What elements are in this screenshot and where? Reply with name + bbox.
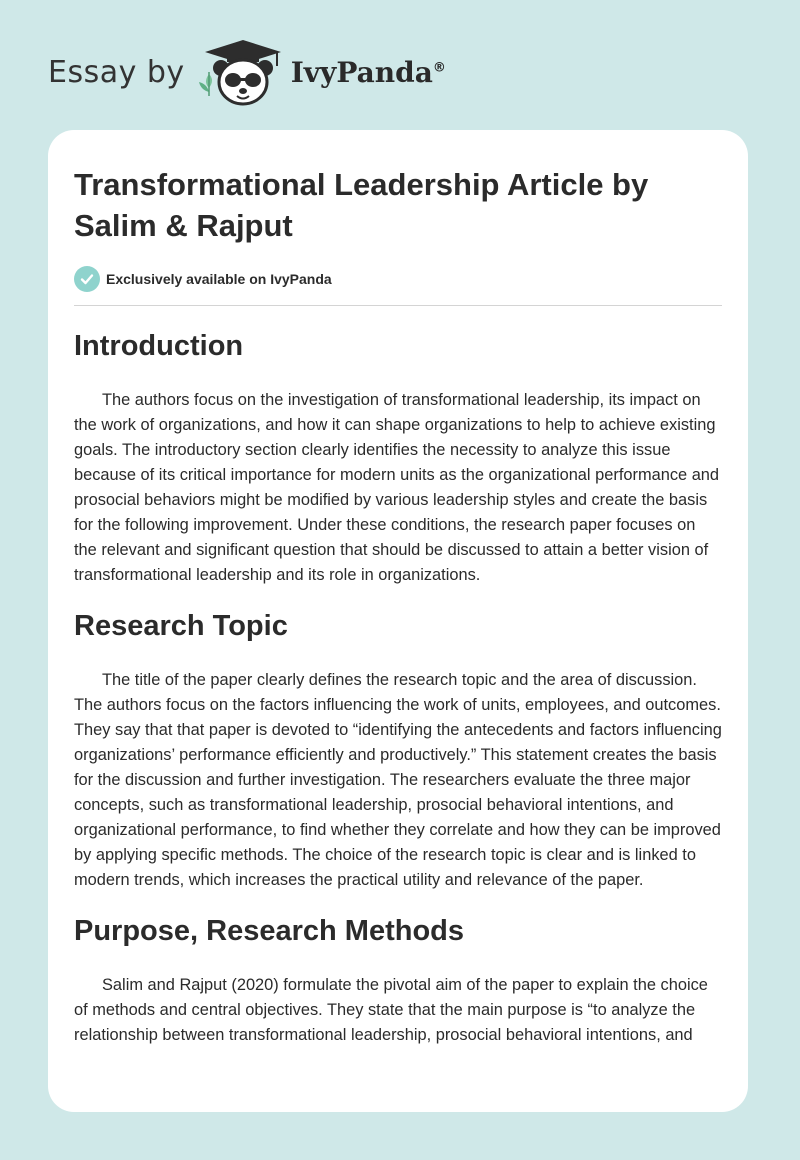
panda-graduate-icon (197, 36, 289, 108)
badge-label: Exclusively available on IvyPanda (106, 271, 332, 287)
check-icon (74, 266, 100, 292)
site-header (48, 36, 446, 108)
section-paragraph-purpose-methods: Salim and Rajput (2020) formulate the pivotal aim of the paper to explain the choice of methods and central objectives. They state that the main purpose is “to analyze the relationship between transformational leadership, prosocial behavioral intentions, and (74, 976, 708, 1044)
section-paragraph-research-topic: The title of the paper clearly defines the research topic and the area of discussion. The authors focus on the factors influencing the work of units, employees, and outcomes. They say that that paper is devoted to “identifying the antecedents and factors influencing organizations’ performance efficiently and productively.” This statement creates the basis for the discussion and further investigation. The researchers evaluate the three major concepts, such as transformational leadership, prosocial behavioral intentions, and organizational performance, to find whether they correlate and how they can be improved by applying specific methods. The choice of the research topic is clear and is linked to modern trends, which increases the practical utility and relevance of the paper. (74, 671, 722, 889)
essay-by-label: Essay by (48, 54, 185, 90)
divider (74, 305, 722, 306)
exclusive-badge (74, 266, 722, 292)
article-title: Transformational Leadership Article by Salim & Rajput (74, 167, 649, 243)
brand-name: IvyPanda® (290, 55, 446, 89)
section-heading-introduction: Introduction (74, 330, 244, 362)
article-card (48, 130, 748, 1112)
section-heading-research-topic: Research Topic (74, 610, 288, 642)
section-paragraph-introduction: The authors focus on the investigation of transformational leadership, its impact on the work of organizations, and how it can shape organizations to help to achieve existing goals. The introductory section clearly identifies the necessity to analyze this issue because of its critical importance for modern units as the organizational performance and prosocial behaviors might be modified by various leadership styles and create the basis for the following improvement. Under these conditions, the research paper focuses on the relevant and significant question that should be discussed to attain a better vision of transformational leadership and its role in organizations. (74, 391, 720, 584)
section-heading-purpose-methods: Purpose, Research Methods (74, 915, 464, 947)
